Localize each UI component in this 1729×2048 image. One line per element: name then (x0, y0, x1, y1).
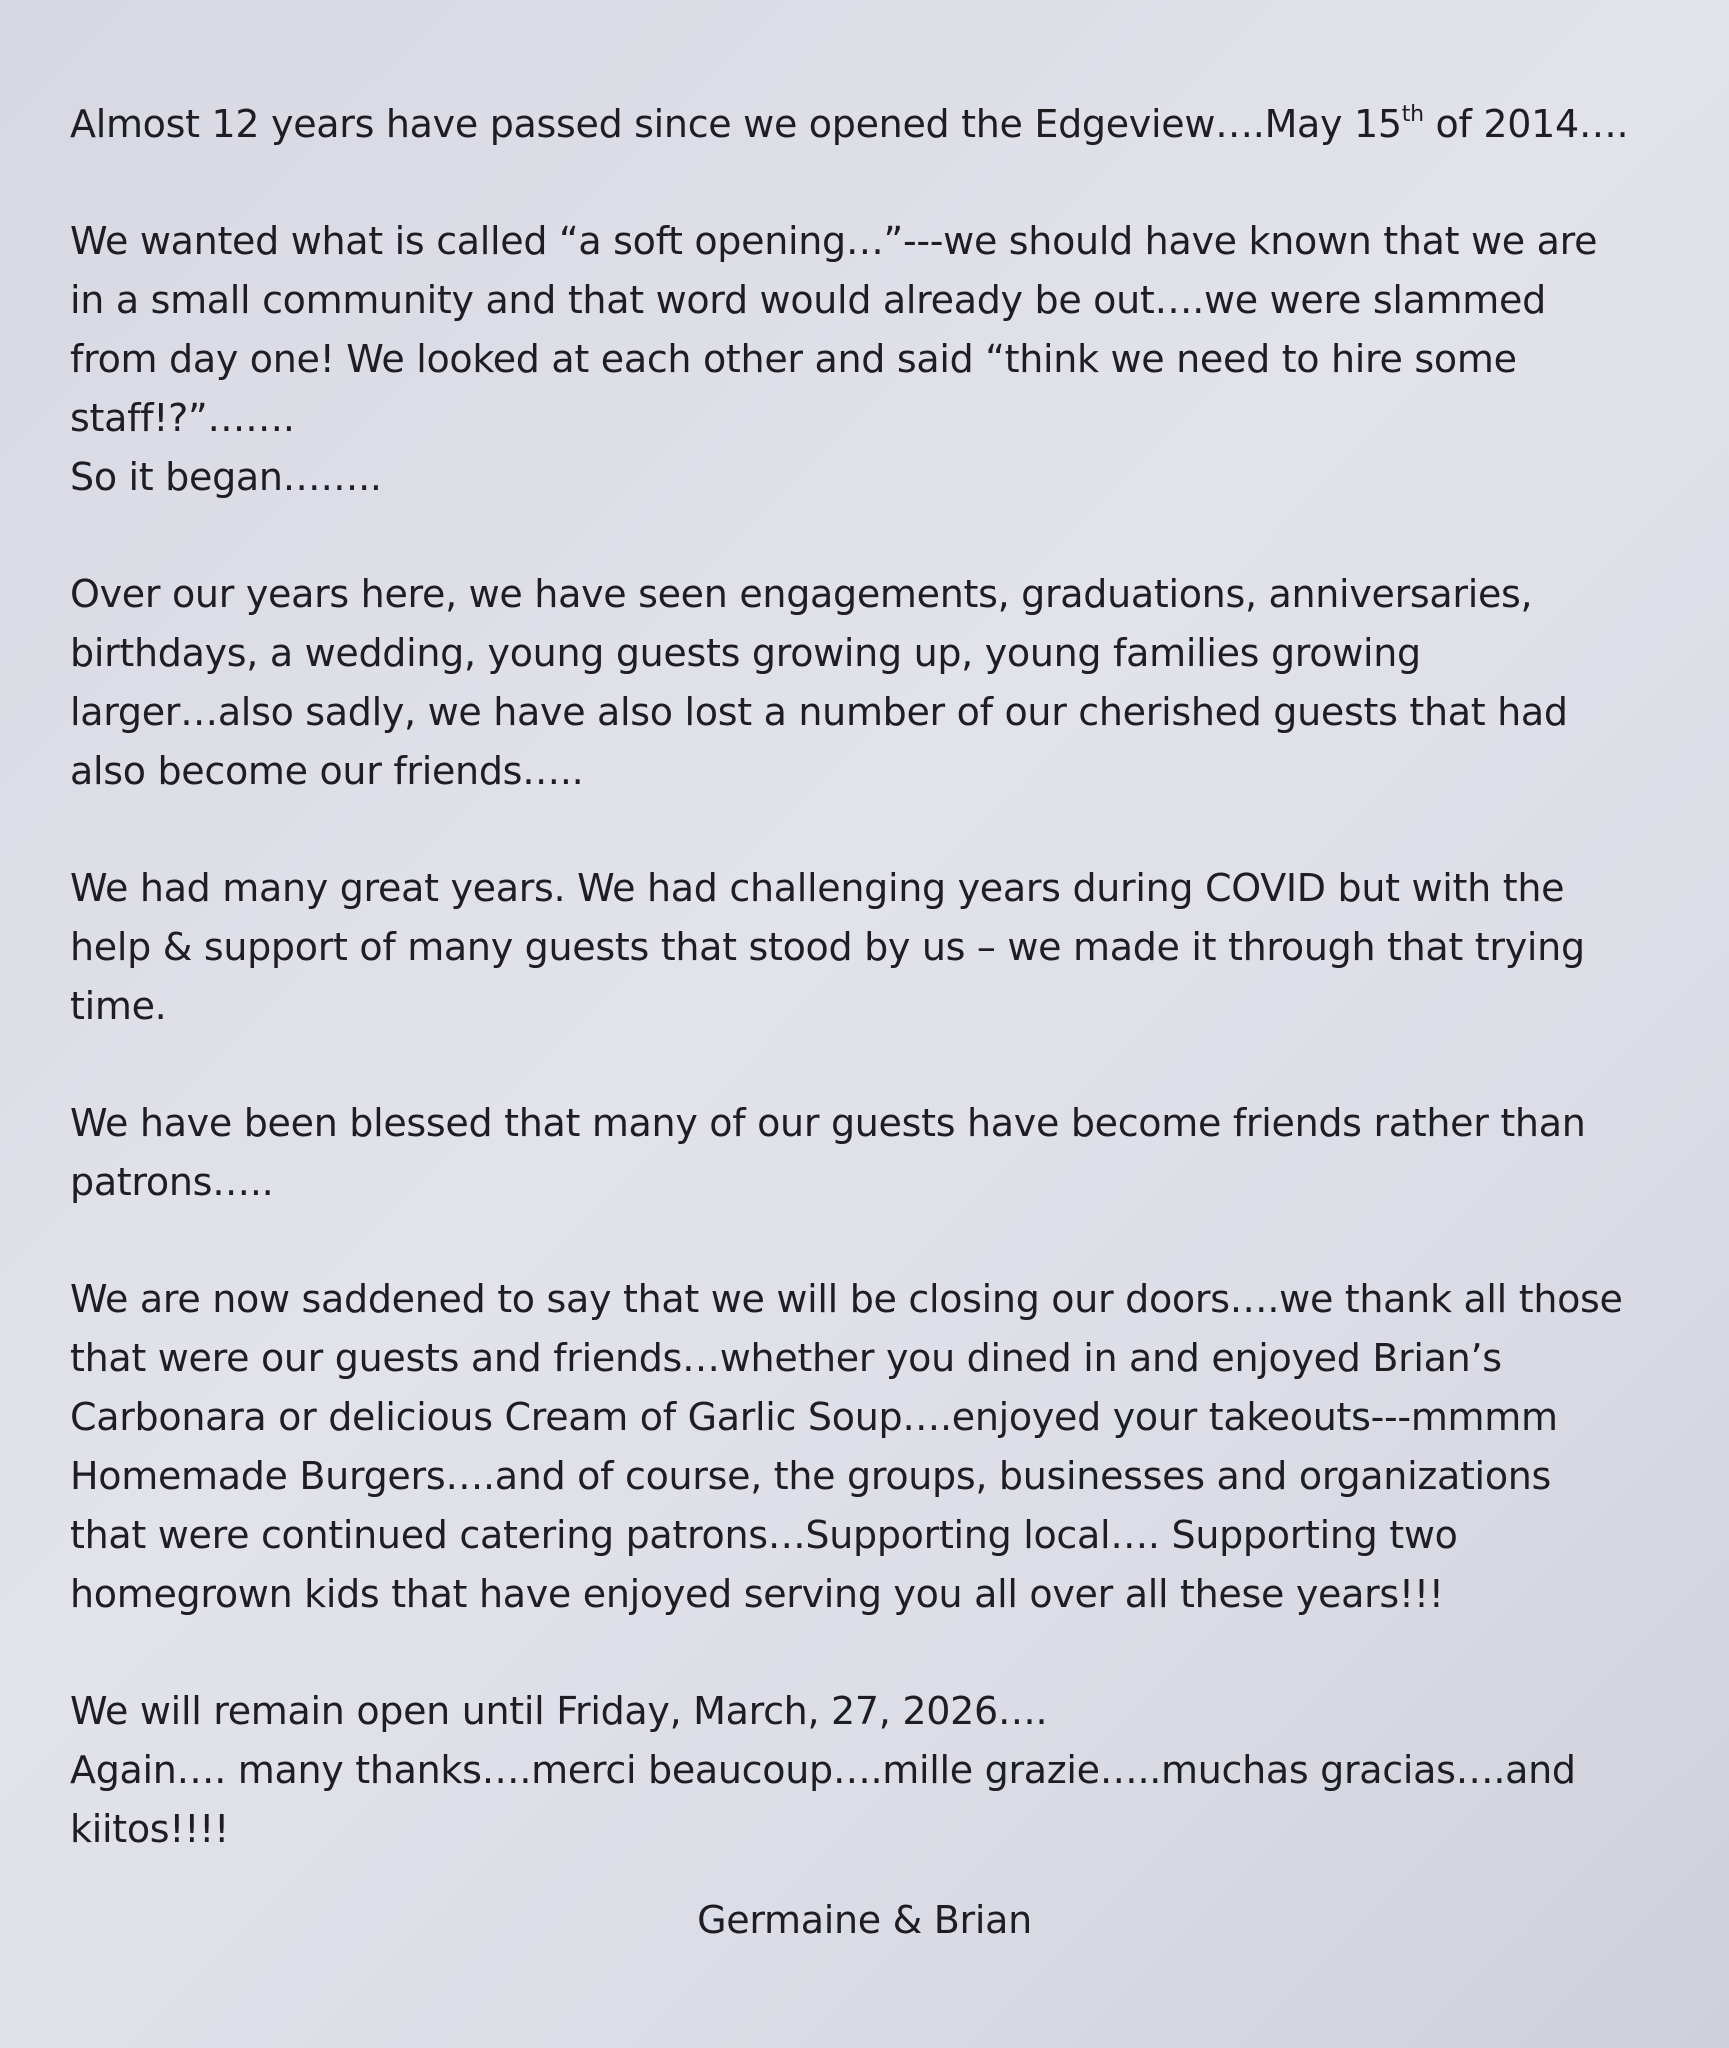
text-line: kiitos!!!! (70, 1807, 230, 1851)
text-line: We had many great years. We had challenging years during COVID but with the (70, 866, 1565, 910)
paragraph-blessed (70, 1094, 1680, 1212)
text-line: staff!?”……. (70, 396, 295, 440)
text-line: Over our years here, we have seen engagements, graduations, anniversaries, (70, 572, 1533, 616)
text-line: birthdays, a wedding, young guests growing up, young families growing (70, 631, 1421, 675)
text-line: Again…. many thanks….merci beaucoup….mille grazie…..muchas gracias….and (70, 1748, 1576, 1792)
text-line: Homemade Burgers….and of course, the groups, businesses and organizations (70, 1454, 1552, 1498)
text-line: also become our friends….. (70, 749, 584, 793)
text-line: help & support of many guests that stood by us – we made it through that trying (70, 925, 1585, 969)
text-line: in a small community and that word would already be out….we were slammed (70, 278, 1546, 322)
opening-paragraph (70, 95, 1680, 154)
text-line: We are now saddened to say that we will be closing our doors….we thank all those (70, 1277, 1623, 1321)
ordinal-suffix: th (1401, 102, 1424, 127)
text-line: We have been blessed that many of our guests have become friends rather than (70, 1101, 1586, 1145)
text-line: Carbonara or delicious Cream of Garlic Soup….enjoyed your takeouts---mmmm (70, 1395, 1558, 1439)
opening-line (70, 95, 1680, 154)
text-line: homegrown kids that have enjoyed serving you all over all these years!!! (70, 1572, 1444, 1616)
text-line: We will remain open until Friday, March, 27, 2026…. (70, 1689, 1048, 1733)
text-line: that were continued catering patrons…Supporting local…. Supporting two (70, 1513, 1458, 1557)
text-line: larger…also sadly, we have also lost a number of our cherished guests that had (70, 690, 1568, 734)
letter-body (70, 95, 1680, 1859)
signature: Germaine & Brian (697, 1898, 1032, 1942)
text-line: We wanted what is called “a soft opening…”---we should have known that we are (70, 219, 1598, 263)
paragraph-closing (70, 1270, 1680, 1624)
paragraph-covid (70, 859, 1680, 1036)
text-line: So it began…….. (70, 455, 382, 499)
text-line: that were our guests and friends…whether you dined in and enjoyed Brian’s (70, 1336, 1502, 1380)
paragraph-soft-opening (70, 212, 1680, 507)
text-line: patrons….. (70, 1160, 274, 1204)
text-line: from day one! We looked at each other and said “think we need to hire some (70, 337, 1517, 381)
paragraph-final-thanks (70, 1682, 1680, 1859)
paragraph-memories (70, 565, 1680, 801)
text-line: time. (70, 984, 167, 1028)
opening-text: Almost 12 years have passed since we opened the Edgeview….May 15 (70, 102, 1402, 146)
opening-year: of 2014…. (1423, 102, 1629, 146)
